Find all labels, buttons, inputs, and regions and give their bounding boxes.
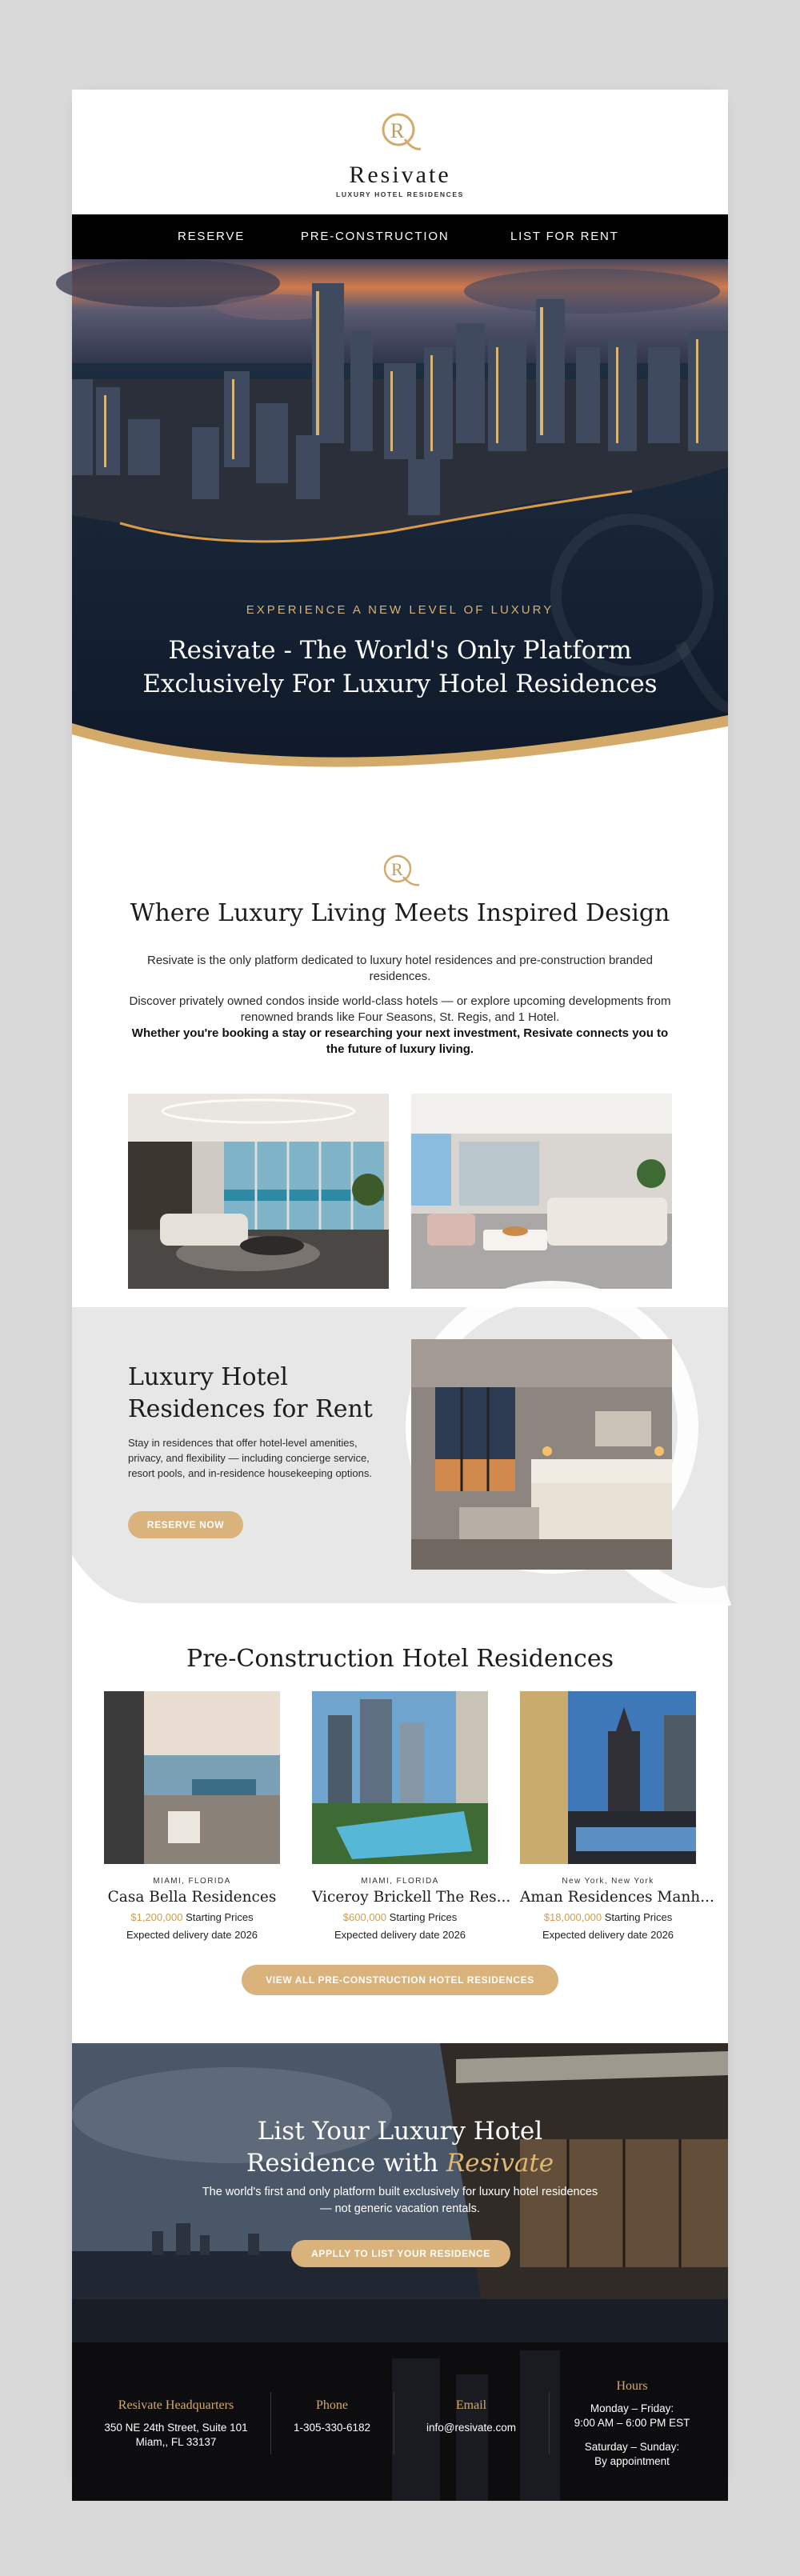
footer-hours-title: Hours: [616, 2379, 648, 2393]
footer-hours-line3: Saturday – Sunday:: [584, 2441, 680, 2453]
list-heading: [72, 2115, 728, 2179]
listing-price: [104, 1911, 280, 1923]
rent-section: [72, 1307, 728, 1603]
living-room-photo-2: [411, 1094, 672, 1289]
listing-card[interactable]: [312, 1691, 511, 1941]
hero-banner: [72, 259, 728, 787]
brand-tagline: LUXURY HOTEL RESIDENCES: [336, 190, 464, 198]
listing-delivery: Expected delivery date 2026: [334, 1929, 466, 1941]
intro-paragraph-1: Resivate is the only platform dedicated to luxury hotel residences and pre-construction branded residences.: [146, 954, 654, 983]
footer-phone-title: Phone: [316, 2398, 348, 2412]
listing-price-suffix: Starting Prices: [389, 1911, 458, 1923]
resivate-mini-logo-icon: [378, 851, 422, 888]
listing-photo[interactable]: [520, 1691, 696, 1864]
listing-price-value: $600,000: [342, 1911, 387, 1923]
rent-heading-line2: Residences for Rent: [128, 1395, 373, 1423]
list-residence-section: [72, 2043, 728, 2342]
rent-heading: [128, 1362, 373, 1426]
view-all-preconstruction-button[interactable]: VIEW ALL PRE-CONSTRUCTION HOTEL RESIDENCES: [242, 1965, 558, 1995]
footer-hours-line4: By appointment: [594, 2455, 670, 2467]
reserve-now-button[interactable]: RESERVE NOW: [128, 1511, 243, 1538]
intro-heading: Where Luxury Living Meets Inspired Design: [130, 899, 670, 927]
listing-card[interactable]: [104, 1691, 280, 1941]
footer-phone: [272, 2398, 392, 2435]
header: [72, 90, 728, 214]
footer-hours-line1: Monday – Friday:: [590, 2402, 674, 2414]
nav-list-for-rent[interactable]: LIST FOR RENT: [510, 230, 619, 243]
preconstruction-heading: Pre-Construction Hotel Residences: [186, 1645, 614, 1673]
footer-hq-line2: Miam,, FL 33137: [135, 2436, 217, 2448]
intro-paragraph-3: Whether you're booking a stay or researching your next investment, Resivate connects you to the future of luxury living.: [131, 1026, 669, 1056]
listing-location: MIAMI, FLORIDA: [361, 1877, 439, 1886]
bedroom-photo: [411, 1339, 672, 1570]
list-heading-brand: Resivate: [446, 2149, 554, 2178]
listing-location: MIAMI, FLORIDA: [153, 1877, 231, 1886]
resivate-logo-icon[interactable]: [376, 109, 424, 157]
hero-kicker: EXPERIENCE A NEW LEVEL OF LUXURY: [246, 603, 554, 617]
listing-delivery: Expected delivery date 2026: [126, 1929, 258, 1941]
top-nav: [72, 214, 728, 259]
listing-price: [520, 1911, 696, 1923]
listing-delivery: Expected delivery date 2026: [542, 1929, 674, 1941]
footer-email: [395, 2398, 547, 2435]
footer-divider: [549, 2392, 550, 2454]
list-heading-line1: List Your Luxury Hotel: [257, 2117, 543, 2146]
hero-title-line2: Exclusively For Luxury Hotel Residences: [142, 670, 658, 698]
living-room-photo-1: [128, 1094, 389, 1289]
footer-email-title: Email: [455, 2398, 487, 2412]
hero-title-line1: Resivate - The World's Only Platform: [168, 636, 632, 665]
mini-logo-monogram: R: [391, 859, 403, 879]
listing-name[interactable]: Viceroy Brickell The Res...: [312, 1889, 511, 1906]
list-heading-line2: [72, 2147, 728, 2179]
email-card: [72, 90, 728, 2486]
preconstruction-section: [72, 1603, 728, 2043]
footer-hq-line1: 350 NE 24th Street, Suite 101: [104, 2422, 248, 2434]
list-body: The world's first and only platform built exclusively for luxury hotel residences — not generic vacation rentals.: [202, 2186, 598, 2215]
listing-price: [312, 1911, 488, 1923]
footer-phone-number[interactable]: 1-305-330-6182: [293, 2422, 371, 2434]
intro-section: [72, 787, 728, 1307]
listing-photo[interactable]: [312, 1691, 488, 1864]
nav-pre-construction[interactable]: PRE-CONSTRUCTION: [301, 230, 450, 243]
listing-price-suffix: Starting Prices: [186, 1911, 254, 1923]
listing-photo[interactable]: [104, 1691, 280, 1864]
list-heading-prefix: Residence with: [246, 2149, 446, 2178]
hero-curve-divider: [72, 699, 728, 787]
footer-hours: [552, 2379, 712, 2469]
footer-hours-line2: 9:00 AM – 6:00 PM EST: [574, 2417, 690, 2429]
nav-reserve[interactable]: RESERVE: [178, 230, 246, 243]
intro-paragraph-2: Discover privately owned condos inside world-class hotels — or explore upcoming developments from renowned brands like Four Seasons, St. Regis, and 1 Hotel.: [129, 994, 671, 1024]
footer-headquarters: [88, 2398, 264, 2450]
rent-heading-line1: Luxury Hotel: [128, 1363, 288, 1391]
hero-title: [120, 634, 680, 701]
listing-price-value: $18,000,000: [543, 1911, 602, 1923]
footer-divider: [270, 2392, 271, 2454]
listing-name[interactable]: Casa Bella Residences: [107, 1889, 277, 1906]
listing-location: New York, New York: [562, 1877, 654, 1886]
footer-email-address[interactable]: info@resivate.com: [426, 2422, 516, 2434]
listing-name[interactable]: Aman Residences Manh...: [520, 1889, 714, 1906]
footer: [72, 2342, 728, 2501]
footer-hq-title: Resivate Headquarters: [118, 2398, 234, 2412]
listing-card[interactable]: [520, 1691, 714, 1941]
listing-price-suffix: Starting Prices: [604, 1911, 673, 1923]
rent-body: Stay in residences that offer hotel-level amenities, privacy, and flexibility — including concierge service, resort pools, and in-residence housekeeping options.: [128, 1437, 372, 1479]
brand-name[interactable]: Resivate: [349, 162, 451, 188]
listing-price-value: $1,200,000: [130, 1911, 183, 1923]
logo-monogram: R: [390, 119, 405, 142]
apply-to-list-button[interactable]: APPLLY TO LIST YOUR RESIDENCE: [291, 2240, 510, 2267]
